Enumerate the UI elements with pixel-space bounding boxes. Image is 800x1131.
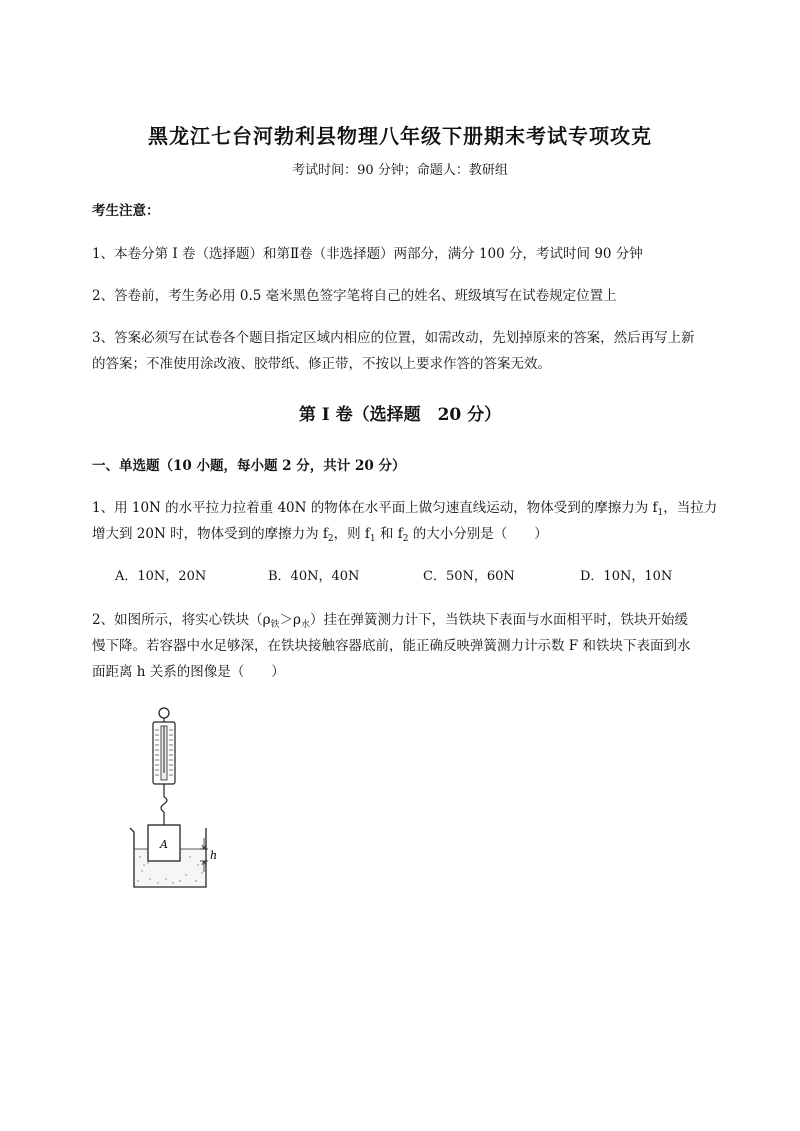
question-1-option-b: B．40N，40N [268,569,360,584]
question-1-option-c: C．50N，60N [423,569,515,584]
question-2-line-3: 面距离 h 关系的图像是（ ） [92,664,285,680]
question-2-line-1: 2、如图所示，将实心铁块$(\rho_铁>\rho_水)$挂在弹簧测力计下，当铁块下表面与水面相平时，铁块开始缓 [92,612,688,630]
hanging-ring [159,708,169,718]
part-heading: 一、单选题（10 小题，每小题 2 分，共计 20 分） [92,458,406,474]
exam-title: 黑龙江七台河勃利县物理八年级下册期末考试专项攻克 [148,124,652,148]
question-1-option-a: A．10N，20N [115,569,207,584]
notice-heading: 考生注意： [92,203,160,219]
question-2-line-2: 慢下降。若容器中水足够深，在铁块接触容器底前，能正确反映弹簧测力计示数 F 和铁块下表面到水 [92,638,691,654]
section-title: 第 I 卷（选择题 20 分） [298,405,502,425]
notice-item-3-line-2: 的答案；不准使用涂改液、胶带纸、修正带，不按以上要求作答的答案无效。 [92,356,551,372]
question-1-line-1: 1、用 10N 的水平拉力拉着重 40N 的物体在水平面上做匀速直线运动，物体受到的摩擦力为 $f_1$，当拉力 [92,500,718,518]
hook-icon [161,797,167,812]
question-1-option-d: D．10N，10N [580,569,673,584]
question-1-line-2: 增大到 20N 时，物体受到的摩擦力为 $f_2$，则 $f_1$ 和 $f_2$ 的大小分别是（ ） [92,526,548,544]
exam-subtitle: 考试时间：90 分钟；命题人：教研组 [292,163,508,178]
notice-item-2: 2、答卷前，考生务必用 0.5 毫米黑色签字笔将自己的姓名、班级填写在试卷规定位置上 [92,288,617,304]
block-label: A [160,838,168,851]
spring-scale-figure [128,705,228,895]
notice-item-3-line-1: 3、答案必须写在试卷各个题目指定区域内相应的位置，如需改动，先划掉原来的答案，然后再写上新 [92,330,695,346]
depth-label: h [210,849,218,862]
notice-item-1: 1、本卷分第 I 卷（选择题）和第Ⅱ卷（非选择题）两部分，满分 100 分，考试时间 90 分钟 [92,246,643,262]
